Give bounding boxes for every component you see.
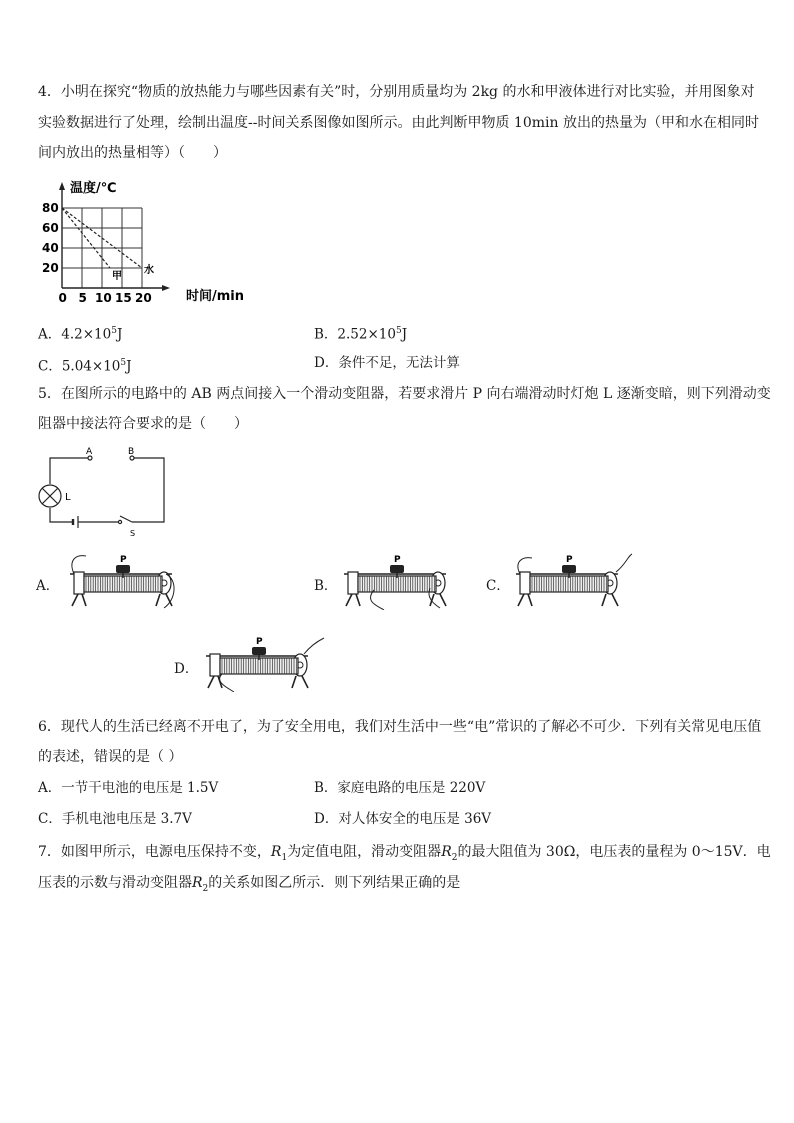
rheostat-leg-right (430, 594, 446, 606)
rheostat-end-left (520, 572, 530, 594)
rheostat-leg-right (292, 676, 308, 688)
q4-option-a-unit: J (116, 326, 123, 343)
connection-wire (616, 554, 632, 572)
q4-option-a-exp: 5 (111, 326, 117, 336)
q5-option-c-letter[interactable]: C． (486, 578, 510, 594)
q4-option-b-unit: J (401, 326, 408, 343)
connection-wire (72, 556, 86, 574)
rheostat-slider (390, 565, 404, 573)
q4-option-c-exp: 5 (120, 358, 127, 368)
circuit-point-b: B (128, 447, 135, 457)
q5-rheostat-c[interactable] (506, 550, 636, 614)
q4-option-a[interactable] (38, 321, 122, 345)
q7-r2-sub-2: 2 (202, 883, 209, 894)
rheostat-leg-left (518, 594, 532, 606)
q4-option-a-label: A．4.2×10 (38, 326, 112, 343)
chart-ylabel: 温度/℃ (70, 181, 117, 196)
series-label: 水 (144, 265, 154, 276)
x-tick-label: 0 (58, 291, 67, 305)
series-label: 甲 (112, 271, 122, 282)
slider-label-p: P (394, 555, 401, 565)
q7-line2-post: 的关系如图乙所示．则下列结果正确的是 (208, 875, 461, 891)
q4-option-c[interactable] (38, 353, 132, 377)
circuit-point-a: A (86, 447, 93, 457)
rheostat-slider (252, 647, 266, 655)
x-tick-label: 10 (95, 291, 112, 305)
chart-series (62, 208, 154, 282)
q5-rheostat-d[interactable] (196, 632, 326, 696)
circuit-lamp-label: L (65, 492, 71, 503)
y-tick-label: 80 (42, 201, 59, 215)
q5-text-line1: 5．在图所示的电路中的 AB 两点间接入一个滑动变阻器，若要求滑片 P 向右端滑动时灯炮 L 逐渐变暗，则下列滑动变 (38, 386, 771, 402)
q6-option-d[interactable]: D．对人体安全的电压是 36V (314, 811, 492, 827)
circuit-diagram (34, 444, 174, 539)
q6-text-line2: 的表述，错误的是（ ） (38, 749, 183, 765)
q7-r2-symbol: R (441, 844, 452, 860)
q6-option-a[interactable]: A．一节干电池的电压是 1.5V (38, 780, 219, 796)
chart-xlabel: 时间/min (186, 289, 245, 304)
connection-wire (304, 638, 324, 654)
x-axis-arrow (162, 285, 170, 291)
rheostat-leg-right (156, 594, 172, 606)
q4-option-c-unit: J (126, 358, 132, 375)
y-tick-label: 40 (42, 241, 59, 255)
slider-label-p: P (256, 637, 263, 647)
temperature-time-chart (36, 176, 266, 308)
q7-text-line2 (38, 873, 460, 899)
q5-rheostat-b[interactable] (334, 550, 464, 614)
rheostat-leg-right (602, 594, 618, 606)
q4-option-c-label: C．5.04×10 (38, 358, 121, 375)
rheostat-leg-left (346, 594, 360, 606)
q7-text-line1 (38, 842, 771, 868)
q7-r1-symbol: R (270, 844, 282, 860)
q4-option-b[interactable] (314, 321, 407, 345)
q5-rheostat-a[interactable] (60, 550, 190, 614)
q7-line1-pre: 7．如图甲所示，电源电压保持不变， (38, 844, 271, 860)
rheostat-slider (116, 565, 130, 573)
slider-label-p: P (120, 555, 127, 565)
q7-line1-post: 的最大阻值为 30Ω，电压表的量程为 0～15V．电 (457, 844, 771, 860)
chart-ticks (42, 201, 152, 305)
q4-option-d[interactable]: D．条件不足，无法计算 (314, 355, 460, 371)
y-axis-arrow (59, 182, 65, 190)
rheostat-slider (562, 565, 576, 573)
q7-r2-sub: 2 (451, 852, 458, 863)
rheostat-end-left (348, 572, 358, 594)
y-tick-label: 60 (42, 221, 59, 235)
x-tick-label: 5 (78, 291, 87, 305)
q5-text-line2: 阻器中接法符合要求的是（ ） (38, 416, 248, 432)
circuit-switch-label: S (130, 529, 136, 538)
rheostat-end-left (210, 654, 220, 676)
connection-wire (371, 590, 385, 610)
connection-wire (220, 674, 234, 692)
y-tick-label: 20 (42, 261, 59, 275)
q5-option-d-letter[interactable]: D． (174, 661, 199, 677)
q5-option-b-letter[interactable]: B． (314, 578, 338, 594)
q5-option-a-letter[interactable]: A． (36, 578, 60, 594)
x-tick-label: 20 (135, 291, 152, 305)
q4-option-b-label: B．2.52×10 (314, 326, 396, 343)
q7-line2-pre: 压表的示数与滑动变阻器 (38, 875, 192, 891)
q4-text-line2: 实验数据进行了处理，绘制出温度--时间关系图像如图所示。由此判断甲物质 10min 放出的热量为（甲和水在相同时 (38, 115, 759, 131)
rheostat-leg-left (72, 594, 86, 606)
q7-line1-mid: 为定值电阻，滑动变阻器 (287, 844, 442, 860)
q4-text-line3: 间内放出的热量相等）（ ） (38, 145, 227, 161)
x-tick-label: 15 (115, 291, 132, 305)
q7-r1-sub: 1 (281, 852, 288, 863)
q6-option-c[interactable]: C．手机电池电压是 3.7V (38, 811, 192, 827)
q4-option-b-exp: 5 (395, 326, 402, 336)
q4-text-line1: 4．小明在探究“物质的放热能力与哪些因素有关”时，分别用质量均为 2kg 的水和甲液体进行对比实验，并用图象对 (38, 84, 755, 100)
q6-text-line1: 6．现代人的生活已经离不开电了，为了安全用电，我们对生活中一些“电”常识的了解必不可少．下列有关常见电压值 (38, 719, 762, 735)
slider-label-p: P (566, 555, 573, 565)
q6-option-b[interactable]: B．家庭电路的电压是 220V (314, 780, 486, 796)
rheostat-end-left (74, 572, 84, 594)
q7-r2-symbol-2: R (192, 875, 203, 891)
